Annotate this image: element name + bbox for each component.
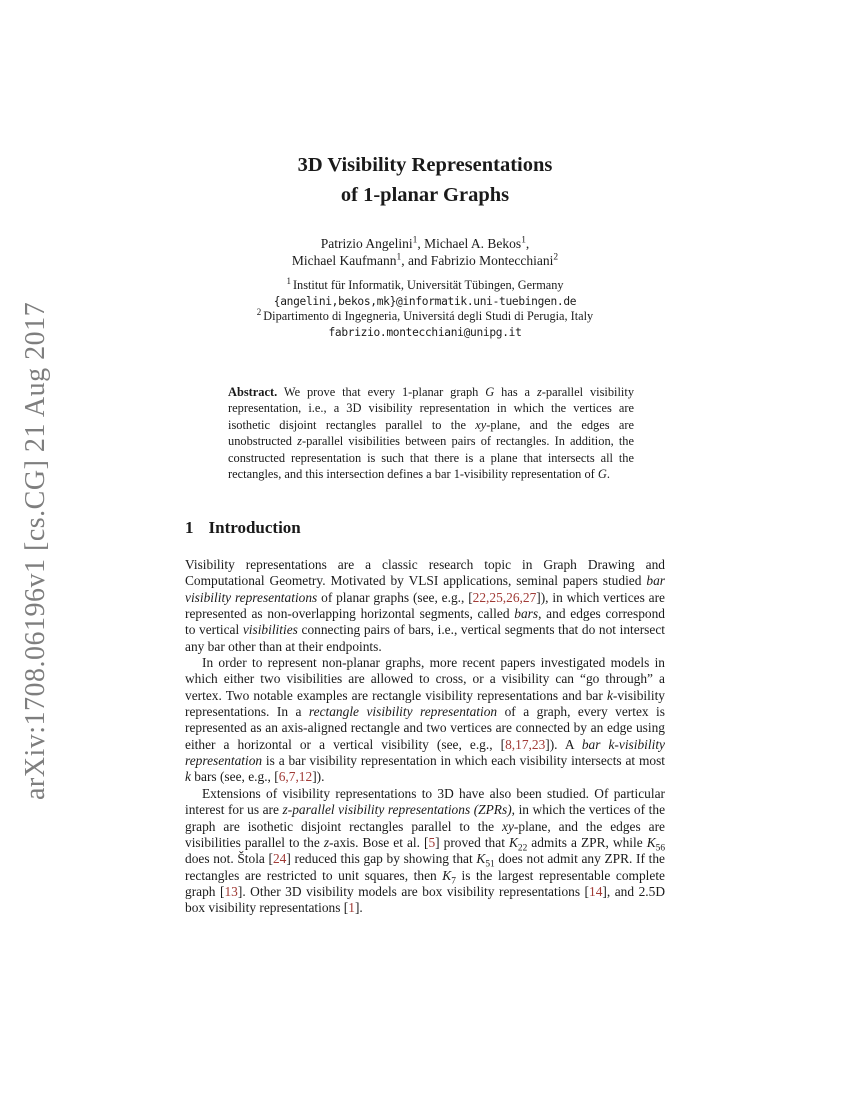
text-segment: 1 xyxy=(521,235,526,246)
authors-line-1 xyxy=(185,235,665,252)
affiliation-text: Dipartimento di Ingegneria, Universitá degli Studi di Perugia, Italy xyxy=(263,309,594,324)
affiliation-text: Institut für Informatik, Universität Tübingen, Germany xyxy=(292,278,564,292)
text-segment: -visibility representations. In a xyxy=(185,687,665,720)
text-segment: ]), in which vertices are represented as non-overlapping horizontal segments, called xyxy=(185,589,665,622)
citation-link[interactable]: 24 xyxy=(272,851,287,867)
title-line-2: of 1-planar Graphs xyxy=(340,184,510,206)
text-segment: admits a ZPR, while xyxy=(527,834,647,850)
text-segment: -plane, and the edges are unobstructed xyxy=(228,417,635,449)
introduction-body xyxy=(185,557,665,917)
text-segment: bars xyxy=(514,606,539,622)
text-segment: -plane, and the edges are visibilities parallel to the xyxy=(185,818,665,850)
text-segment: Patrizio Angelini xyxy=(320,236,413,251)
title-line-1: 3D Visibility Representations xyxy=(297,154,553,176)
text-segment: bar k-visibility representation xyxy=(185,736,665,769)
text-segment: is the largest representable complete graph [ xyxy=(185,867,665,899)
text-segment: K xyxy=(646,834,656,850)
citation-link[interactable]: 8,17,23 xyxy=(505,736,546,752)
text-segment: , xyxy=(525,236,530,251)
text-segment: is a bar visibility representation in which each visibility intersects at most xyxy=(262,753,665,769)
text-segment: 56 xyxy=(655,843,665,854)
text-segment: visibilities xyxy=(242,622,298,638)
text-segment: K xyxy=(476,851,486,867)
affiliation-marker: 1 xyxy=(286,275,291,286)
text-segment: k xyxy=(185,769,191,785)
paragraph xyxy=(185,655,665,786)
text-segment: z xyxy=(297,434,302,449)
text-segment: connecting pairs of bars, i.e., vertical segments that do not intersect any bar other than at their endpoints. xyxy=(185,622,665,654)
abstract-text xyxy=(228,385,634,481)
text-segment: Extensions of visibility representations to 3D have also been studied. Of particular interest for us are xyxy=(185,785,665,818)
citation-link[interactable]: 22,25,26,27 xyxy=(472,589,537,605)
text-segment: z xyxy=(323,834,330,850)
text-segment: bar visibility representations xyxy=(185,573,665,605)
affiliations xyxy=(185,275,665,340)
text-segment: has a xyxy=(494,385,537,399)
citation-link[interactable]: 13 xyxy=(224,883,238,899)
text-segment: Visibility representations are a classic research topic in Graph Drawing and Computational Geometry. Motivated by VLSI applications, seminal papers studied xyxy=(185,557,665,589)
text-segment: . xyxy=(606,467,610,482)
citation-link[interactable]: 6,7,12 xyxy=(278,769,313,785)
text-segment: k xyxy=(606,687,613,703)
text-segment: -axis. Bose et al. [ xyxy=(329,834,429,850)
text-segment: xy xyxy=(502,818,514,834)
text-segment: In order to represent non-planar graphs, more recent papers investigated models in which either two visibilities are allowed to cross, or a visibility can “go through” a vertex. Two notable examples are rectangle visibility representations and bar xyxy=(185,655,665,703)
text-segment: 1 xyxy=(412,235,418,246)
text-segment: does not admit any ZPR. If the rectangles are restricted to unit squares, then xyxy=(185,851,665,883)
paper-title xyxy=(185,150,665,210)
citation-link[interactable]: 5 xyxy=(428,834,436,850)
text-segment: xy xyxy=(475,417,487,432)
authors xyxy=(185,235,665,269)
text-segment: 7 xyxy=(451,876,456,887)
text-segment: z xyxy=(536,385,542,399)
text-segment: -parallel visibility representation, i.e., a 3D visibility representation in which the vertices are isothetic disjoint rectangles parallel to the xyxy=(228,385,635,432)
affiliation-marker: 2 xyxy=(256,307,262,318)
text-segment: K xyxy=(442,867,452,883)
text-segment: , Michael A. Bekos xyxy=(417,236,522,251)
text-segment: bars (see, e.g., [ xyxy=(190,769,279,785)
text-segment: 2 xyxy=(553,252,559,263)
text-segment: of planar graphs (see, e.g., [ xyxy=(317,589,473,605)
text-segment: , and edges correspond to vertical xyxy=(185,606,665,638)
affiliation-item xyxy=(185,309,665,325)
paragraph xyxy=(185,557,665,655)
text-segment: G xyxy=(597,467,607,482)
text-segment: z-parallel visibility representations (ZPRs) xyxy=(282,802,512,818)
text-segment: Michael Kaufmann xyxy=(291,253,397,268)
text-segment: G xyxy=(485,385,495,399)
text-segment: ]). xyxy=(312,769,325,785)
text-segment: , in which the vertices of the graph are isothetic disjoint rectangles parallel to the xyxy=(185,802,666,834)
paragraph xyxy=(185,786,665,917)
text-segment: , and Fabrizio Montecchiani xyxy=(401,253,554,268)
abstract-label: Abstract. xyxy=(228,385,278,399)
text-segment: We prove that every 1-planar graph xyxy=(277,385,486,399)
text-segment: ]. xyxy=(354,900,363,916)
text-segment: rectangle visibility representation xyxy=(308,704,498,720)
text-segment: ] reduced this gap by showing that xyxy=(286,851,477,867)
text-segment: 51 xyxy=(485,859,495,870)
text-segment: of a graph, every vertex is represented as an axis-aligned rectangle and two vertices are connected by an edge using either a horizontal or a vertical visibility (see, e.g., [ xyxy=(185,704,665,752)
text-segment: ]). A xyxy=(545,736,582,752)
text-segment: 1 xyxy=(396,252,402,263)
abstract xyxy=(228,384,634,482)
affiliation-item xyxy=(185,275,665,294)
text-segment: ], and 2.5D box visibility representations [ xyxy=(185,883,666,916)
text-segment: does not. Štola [ xyxy=(185,851,273,867)
text-segment: ] proved that xyxy=(435,834,509,850)
authors-line-2 xyxy=(185,252,665,269)
arxiv-stamp: arXiv:1708.06196v1 [cs.CG] 21 Aug 2017 xyxy=(20,301,51,801)
section-title: Introduction xyxy=(208,518,301,537)
text-segment: ]. Other 3D visibility models are box visibility representations [ xyxy=(237,883,590,899)
affiliation-email: {angelini,bekos,mk}@informatik.uni-tuebingen.de xyxy=(273,294,577,308)
citation-link[interactable]: 1 xyxy=(348,900,355,916)
section-number: 1 xyxy=(185,518,194,537)
affiliation-email: fabrizio.montecchiani@unipg.it xyxy=(328,325,522,339)
text-segment: 22 xyxy=(517,843,528,854)
text-segment: -parallel visibilities between pairs of rectangles. In addition, the constructed representation is such that there is a plane that intersects all the rectangles, and this intersection defines a bar 1-visibility representation of xyxy=(228,434,634,482)
text-segment: K xyxy=(508,834,518,850)
section-heading xyxy=(185,518,665,538)
citation-link[interactable]: 14 xyxy=(589,883,603,899)
